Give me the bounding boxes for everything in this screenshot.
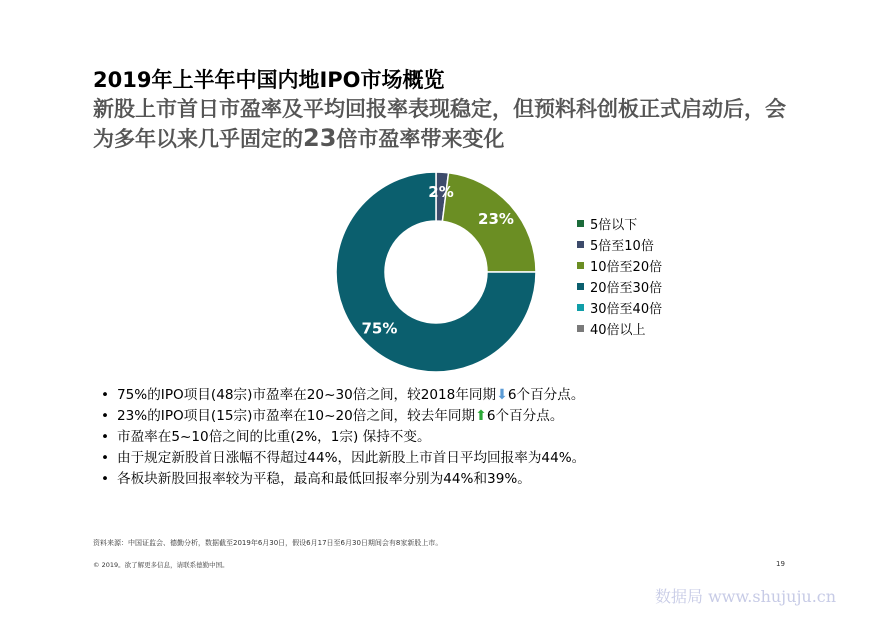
subtitle-highlight-number: 23 — [303, 124, 337, 152]
donut-label-1: 2% — [428, 183, 454, 202]
bullet-list — [101, 385, 585, 490]
arrow-down-icon: ⬇ — [496, 387, 508, 403]
legend-label: 10倍至20倍 — [590, 260, 663, 275]
legend-swatch — [577, 220, 584, 227]
donut-label-3: 75% — [361, 319, 398, 338]
bullet-item-1 — [101, 406, 585, 427]
subtitle-text-a: 新股上市首日市盈率及平均回报率表现稳定，但预料科创板正式启动后，会为多年以来几乎固定的 — [93, 97, 786, 151]
legend-swatch — [577, 262, 584, 269]
arrow-up-icon: ⬆ — [475, 408, 487, 424]
donut-slices — [336, 172, 536, 372]
bullet-dot: • — [101, 429, 110, 445]
legend-swatch — [577, 304, 584, 311]
subtitle-text-c: 倍市盈率带来变化 — [336, 127, 505, 151]
legend-label: 20倍至30倍 — [590, 281, 663, 296]
legend-label: 5倍以下 — [590, 218, 638, 233]
bullet-text: 23%的IPO项目(15宗)市盈率在10~20倍之间，较去年同期 — [117, 408, 476, 424]
bullet-text: 由于规定新股首日涨幅不得超过44%，因此新股上市首日平均回报率为44%。 — [117, 450, 586, 466]
page-title: 2019年上半年中国内地IPO市场概览 — [93, 68, 445, 92]
legend-swatch — [577, 325, 584, 332]
chart-legend — [577, 213, 662, 339]
legend-item-3 — [577, 276, 662, 297]
legend-item-4 — [577, 297, 662, 318]
bullet-dot: • — [101, 408, 110, 424]
watermark: 数据局 www.shujuju.cn — [655, 587, 837, 606]
legend-item-1 — [577, 234, 662, 255]
bullet-item-0 — [101, 385, 585, 406]
legend-swatch — [577, 283, 584, 290]
source-note: 资料来源：中国证监会、德勤分析，数据截至2019年6月30日，假设6月17日至6月30日期间会有8家新股上市。 — [93, 539, 443, 547]
legend-label: 5倍至10倍 — [590, 239, 654, 254]
bullet-dot: • — [101, 387, 110, 403]
bullet-text: 各板块新股回报率较为平稳，最高和最低回报率分别为44%和39%。 — [117, 471, 531, 487]
page-number: 19 — [776, 560, 785, 568]
bullet-item-4 — [101, 469, 585, 490]
donut-label-2: 23% — [478, 210, 514, 229]
legend-item-2 — [577, 255, 662, 276]
legend-item-5 — [577, 318, 662, 339]
legend-label: 30倍至40倍 — [590, 302, 663, 317]
copyright-note: © 2019。欲了解更多信息，请联系德勤中国。 — [93, 561, 229, 569]
bullet-text-tail: 6个百分点。 — [486, 408, 564, 424]
legend-label: 40倍以上 — [590, 323, 646, 338]
bullet-text: 市盈率在5~10倍之间的比重(2%，1宗) 保持不变。 — [117, 429, 431, 445]
bullet-dot: • — [101, 471, 110, 487]
donut-chart — [330, 160, 550, 380]
bullet-text-tail: 6个百分点。 — [507, 387, 585, 403]
bullet-text: 75%的IPO项目(48宗)市盈率在20~30倍之间，较2018年同期 — [117, 387, 497, 403]
bullet-item-2 — [101, 427, 585, 448]
legend-item-0 — [577, 213, 662, 234]
page-subtitle — [93, 95, 793, 154]
bullet-item-3 — [101, 448, 585, 469]
legend-swatch — [577, 241, 584, 248]
bullet-dot: • — [101, 450, 110, 466]
